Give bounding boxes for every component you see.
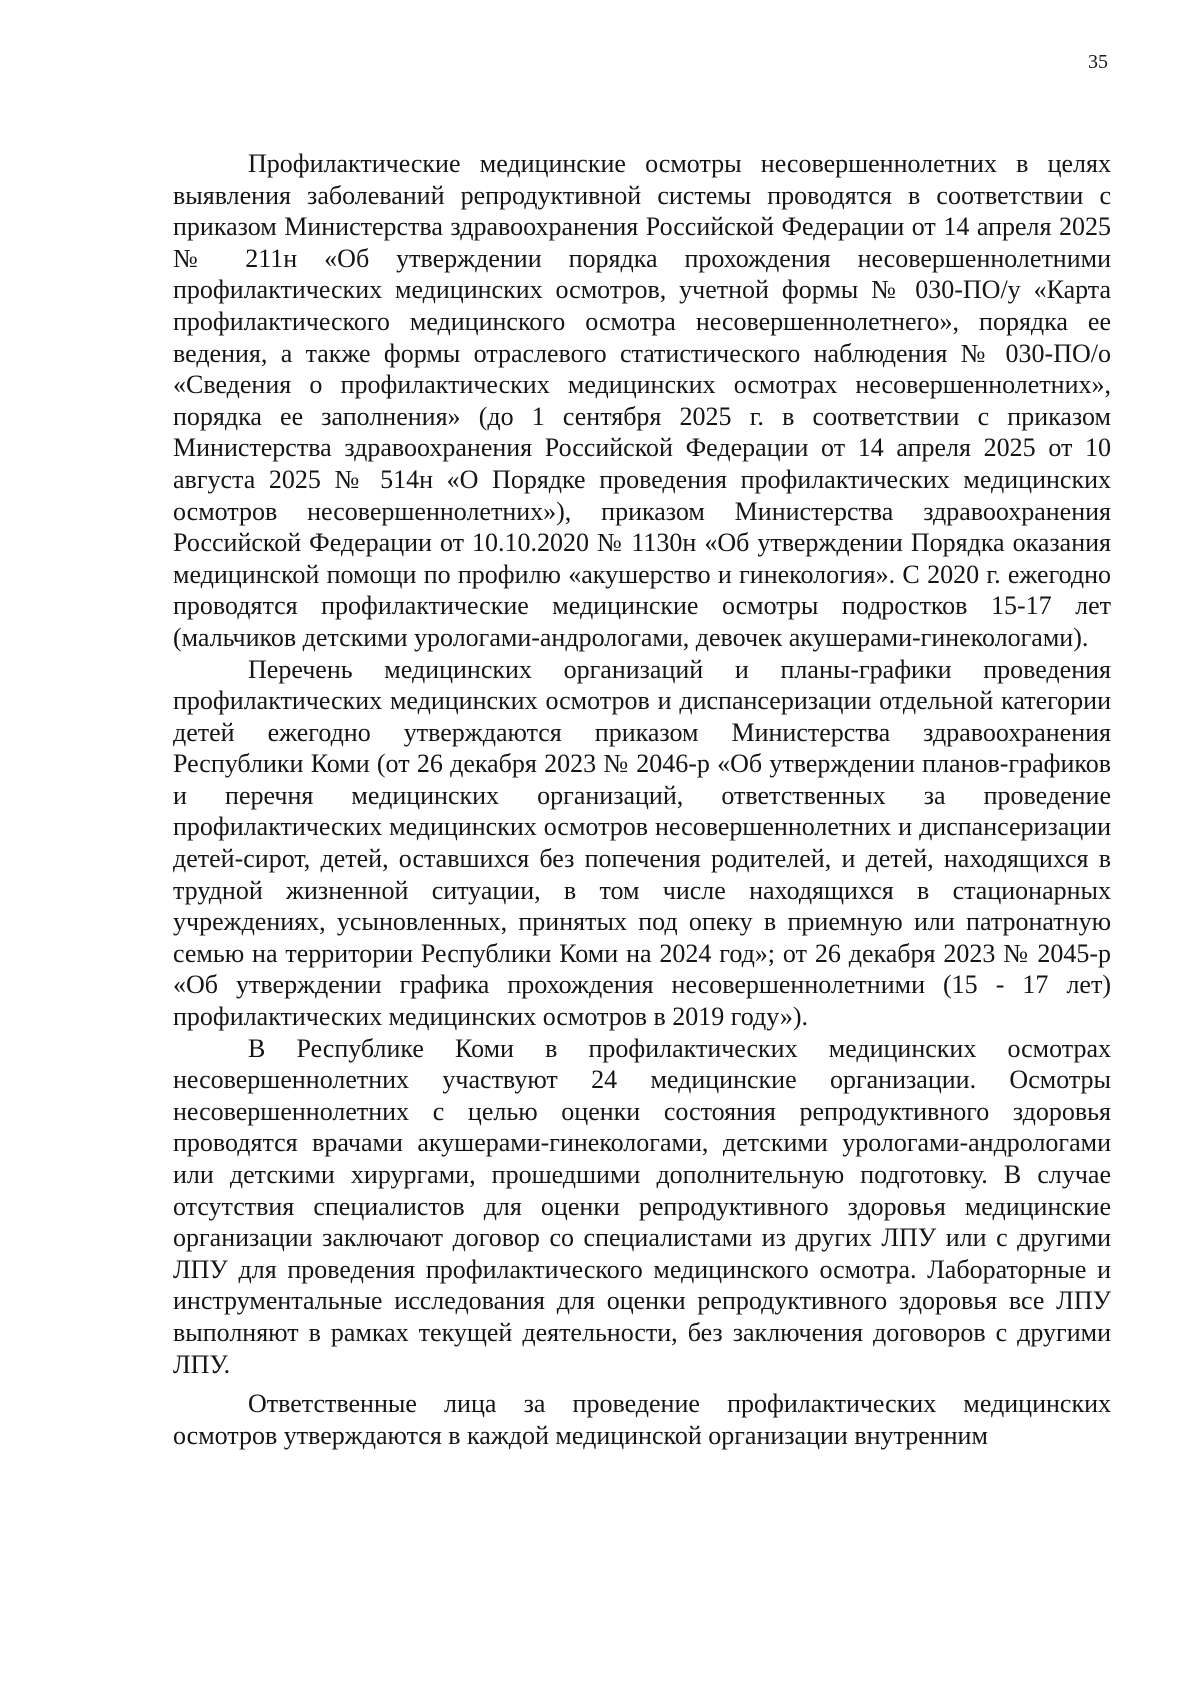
paragraph-participating-organizations: В Республике Коми в профилактических медицинских осмотрах несовершеннолетних участвуют 24 медицинские организации. Осмотры несовершеннолетних с целью оценки состояния репродуктивного здоровья проводятся врачами акушерами-гинекологами, детскими урологами-андрологами или детскими хирургами, прошедшими дополнительную подготовку. В случае отсутствия специалистов для оценки репродуктивного здоровья медицинские организации заключают договор со специалистами из других ЛПУ или с другими ЛПУ для проведения профилактического медицинского осмотра. Лабораторные и инструментальные исследования для оценки репродуктивного здоровья все ЛПУ выполняют в рамках текущей деятельности, без заключения договоров с другими ЛПУ. [173, 1033, 1111, 1379]
paragraph-responsible-persons: Ответственные лица за проведение профилактических медицинских осмотров утверждаются в каждой медицинской организации внутренним [173, 1389, 1111, 1450]
document-body [173, 148, 1111, 1451]
paragraph-organization-list: Перечень медицинских организаций и планы-графики проведения профилактических медицинских осмотров и диспансеризации отдельной категории детей ежегодно утверждаются приказом Министерства здравоохранения Республики Коми (от 26 декабря 2023 № 2046-р «Об утверждении планов-графиков и перечня медицинских организаций, ответственных за проведение профилактических медицинских осмотров несовершеннолетних и диспансеризации детей-сирот, детей, оставшихся без попечения родителей, и детей, находящихся в трудной жизненной ситуации, в том числе находящихся в стационарных учреждениях, усыновленных, принятых под опеку в приемную или патронатную семью на территории Республики Коми на 2024 год»; от 26 декабря 2023 № 2045-р «Об утверждении графика прохождения несовершеннолетними (15 - 17 лет) профилактических медицинских осмотров в 2019 году»). [173, 654, 1111, 1032]
page-number: 35 [1088, 51, 1108, 73]
paragraph-preventive-exams-order: Профилактические медицинские осмотры несовершеннолетних в целях выявления заболеваний репродуктивной системы проводятся в соответствии с приказом Министерства здравоохранения Российской Федерации от 14 апреля 2025 № 211н «Об утверждении порядка прохождения несовершеннолетними профилактических медицинских осмотров, учетной формы № 030-ПО/у «Карта профилактического медицинского осмотра несовершеннолетнего», порядка ее ведения, а также формы отраслевого статистического наблюдения № 030-ПО/о «Сведения о профилактических медицинских осмотрах несовершеннолетних», порядка ее заполнения» (до 1 сентября 2025 г. в соответствии с приказом Министерства здравоохранения Российской Федерации от 14 апреля 2025 от 10 августа 2025 № 514н «О Порядке проведения профилактических медицинских осмотров несовершеннолетних»), приказом Министерства здравоохранения Российской Федерации от 10.10.2020 № 1130н «Об утверждении Порядка оказания медицинской помощи по профилю «акушерство и гинекология». С 2020 г. ежегодно проводятся профилактические медицинские осмотры подростков 15-17 лет (мальчиков детскими урологами-андрологами, девочек акушерами-гинекологами). [173, 149, 1111, 652]
